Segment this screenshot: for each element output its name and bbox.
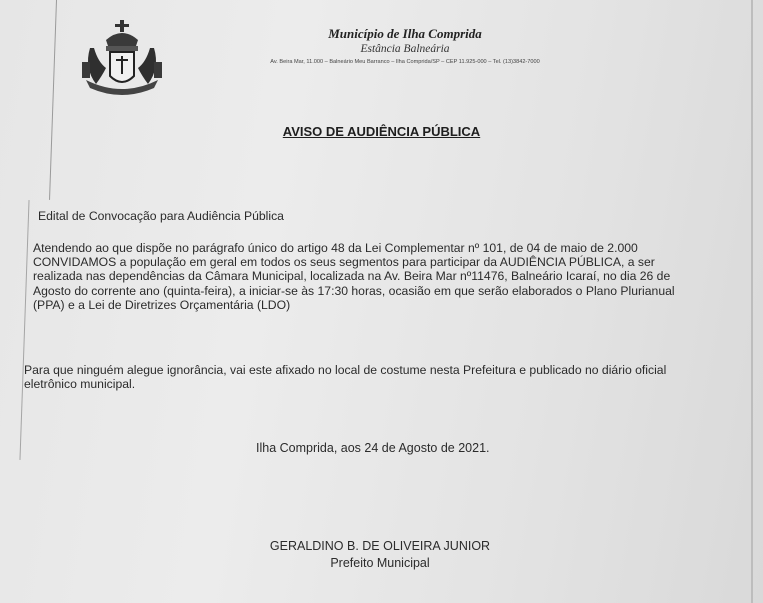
municipality-address: Av. Beira Mar, 11.000 – Balneário Meu Barranco – Ilha Comprida/SP – CEP 11.925-000 – Tel. (13)3842-7000 <box>270 59 540 65</box>
paragraph-line: (PPA) e a Lei de Diretrizes Orçamentária (LDO) <box>33 297 291 312</box>
coat-of-arms-icon <box>80 18 164 100</box>
edital-line: Edital de Convocação para Audiência Pública <box>38 209 284 223</box>
notice-paragraph-2 <box>24 363 744 391</box>
letterhead <box>200 26 610 65</box>
paragraph-line: Para que ninguém alegue ignorância, vai este afixado no local de costume nesta Prefeitura e publicado no diário oficial <box>24 363 667 377</box>
paragraph-line: Agosto do corrente ano (quinta-feira), a iniciar-se às 17:30 horas, ocasião em que serão elaborados o Plano Plurianual <box>33 283 675 298</box>
paragraph-line: Atendendo ao que dispõe no parágrafo único do artigo 48 da Lei Complementar nº 101, de 04 de maio de 2.000 <box>33 241 638 255</box>
notice-title: AVISO DE AUDIÊNCIA PÚBLICA <box>282 124 481 139</box>
paragraph-line: CONVIDAMOS a população em geral em todos os seus segmentos para participar da AUDIÊNCIA PÚBLICA, a ser <box>33 255 655 270</box>
paper-edge <box>751 0 753 603</box>
paper-fold-line <box>19 200 29 460</box>
municipality-subtitle: Estância Balneária <box>360 43 450 55</box>
paragraph-line: realizada nas dependências da Câmara Municipal, localizada na Av. Beira Mar nº11476, Balneário Icaraí, no dia 26 de <box>33 269 671 284</box>
notice-paragraph-1 <box>33 241 743 312</box>
signatory-role: Prefeito Municipal <box>330 556 430 570</box>
paragraph-line: eletrônico municipal. <box>24 377 136 392</box>
signatory-name: GERALDINO B. DE OLIVEIRA JUNIOR <box>269 539 491 553</box>
paper-fold-line <box>49 0 57 200</box>
municipality-name: Município de Ilha Comprida <box>328 26 482 41</box>
notice-date: Ilha Comprida, aos 24 de Agosto de 2021. <box>256 441 490 455</box>
signature-block <box>220 538 540 572</box>
